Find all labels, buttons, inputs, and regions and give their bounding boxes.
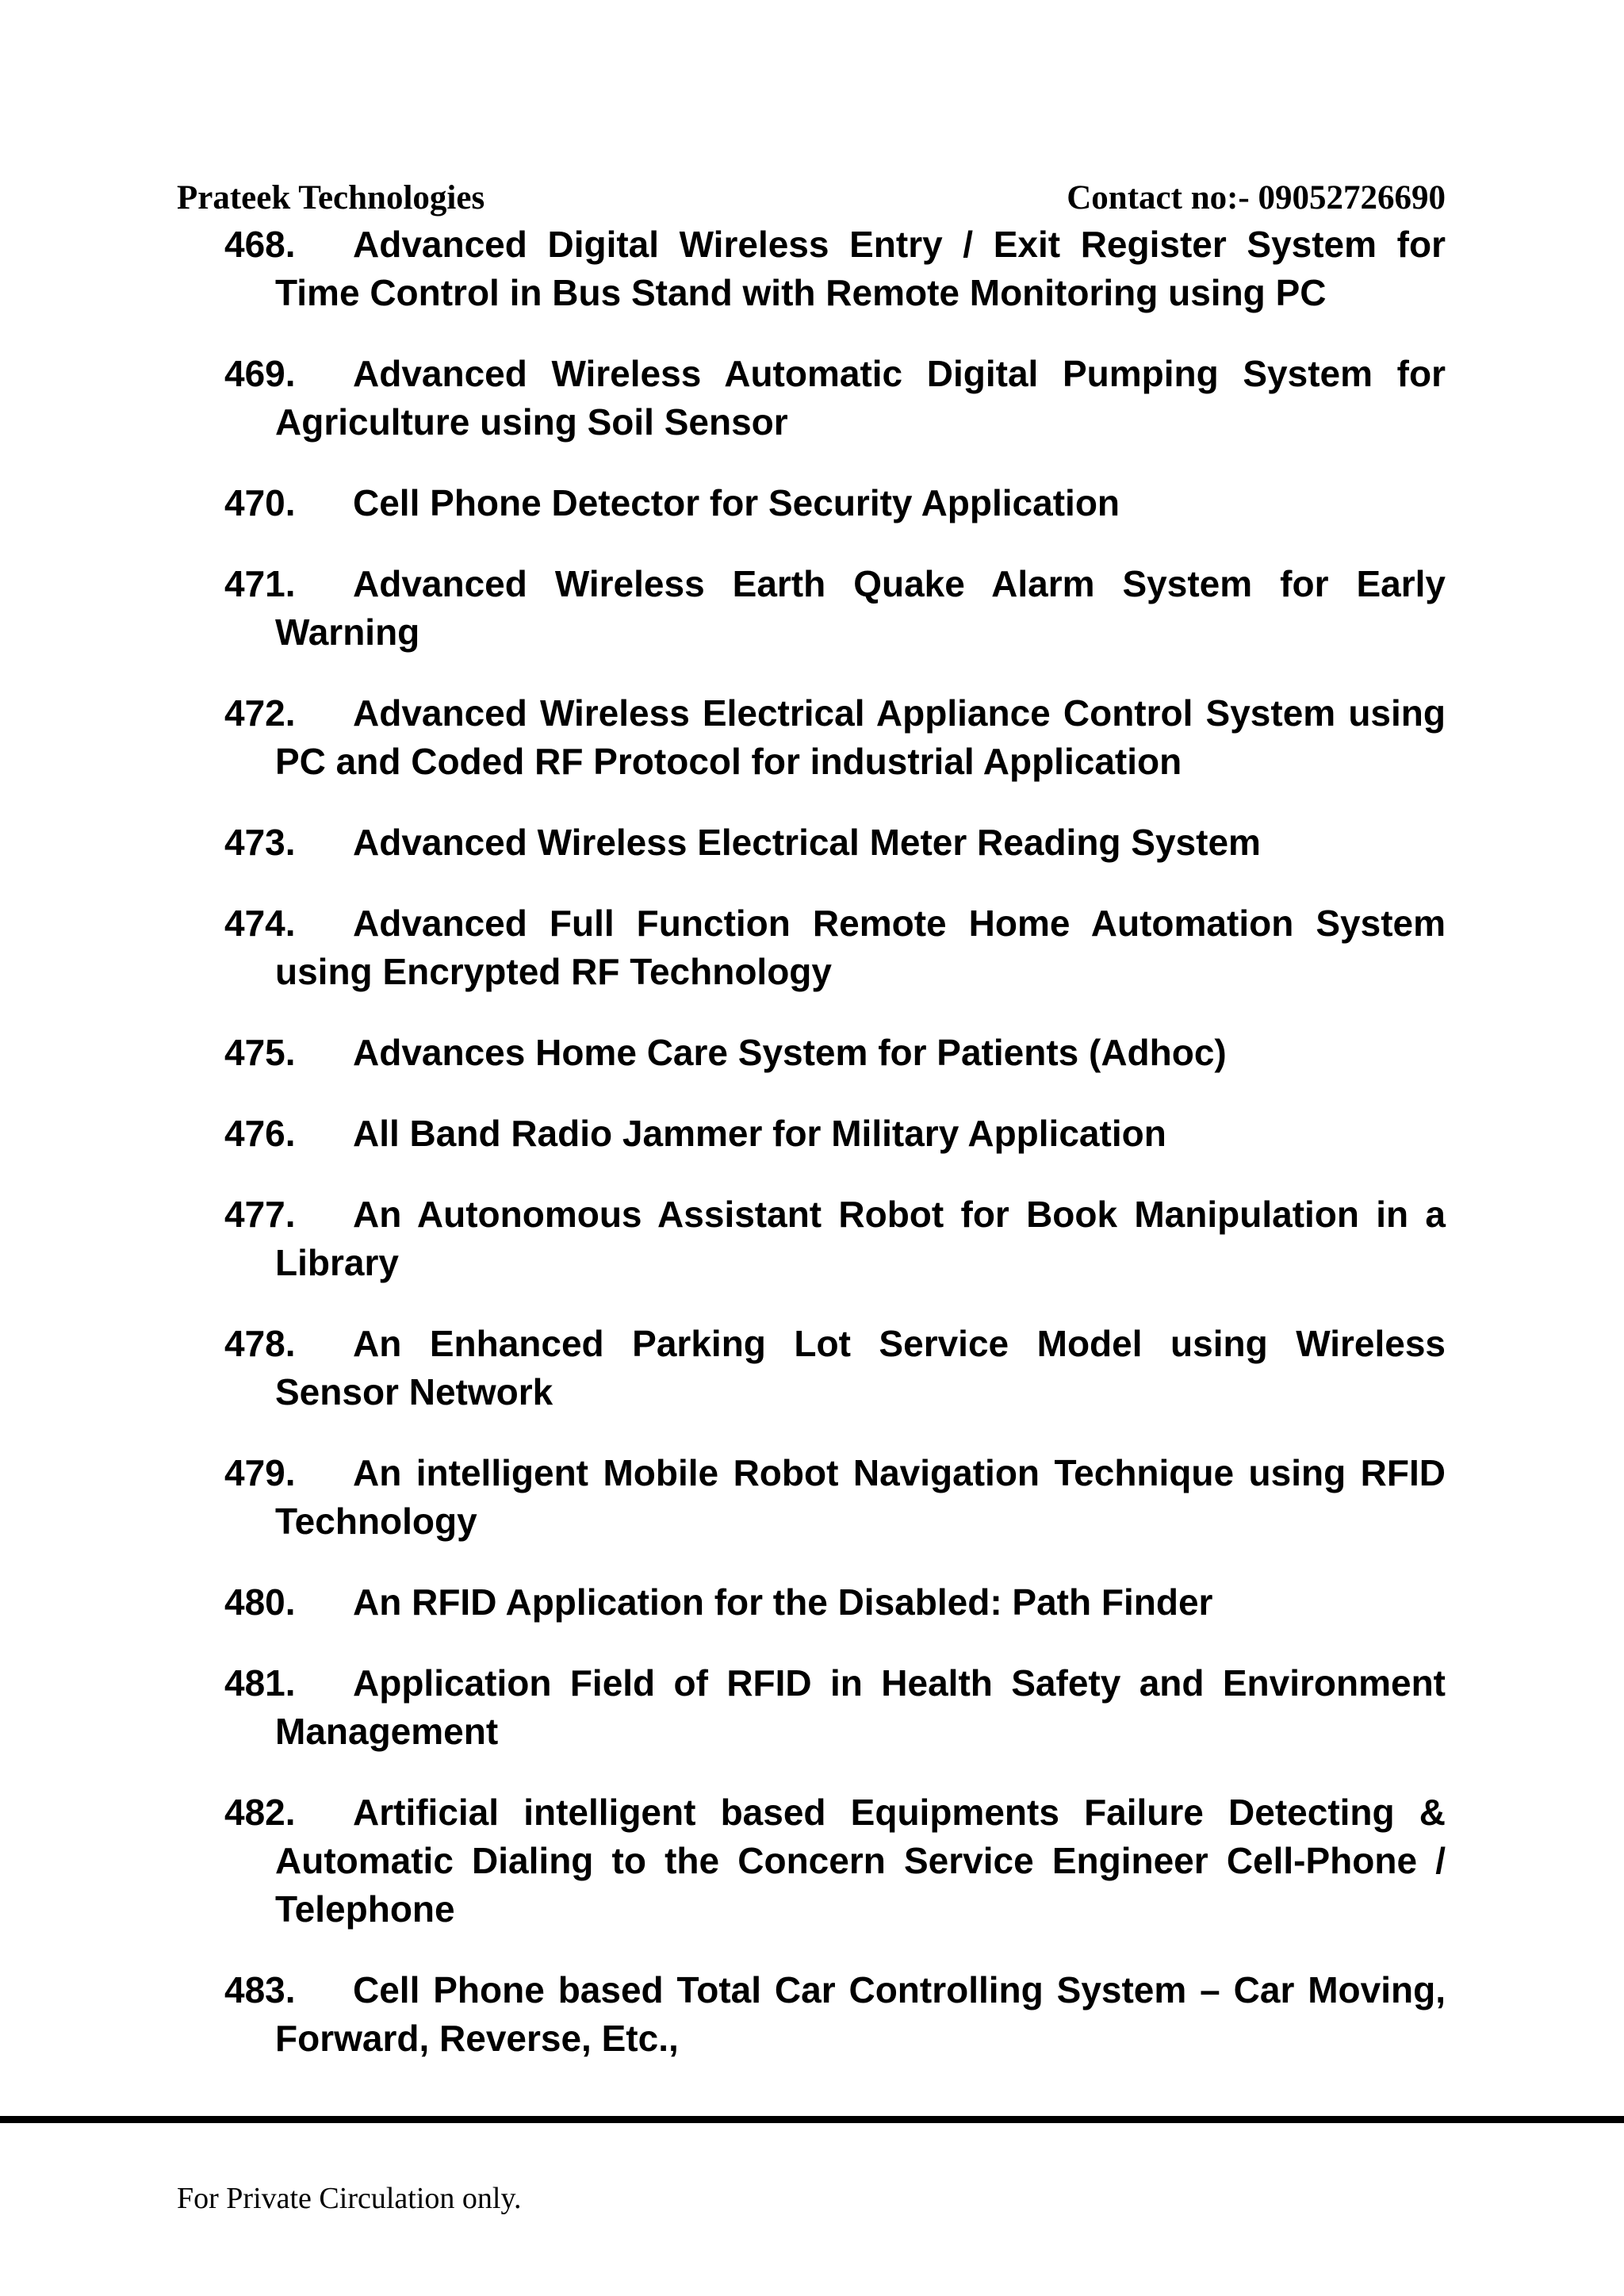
list-item: [224, 1320, 1446, 1416]
item-number: 472.: [224, 692, 296, 734]
list-item: [224, 1449, 1446, 1546]
list-item: [224, 1578, 1446, 1627]
page-header: [177, 176, 1446, 220]
item-title: An RFID Application for the Disabled: Path Finder: [353, 1581, 1213, 1623]
list-item: [224, 1788, 1446, 1934]
item-number: 480.: [224, 1581, 296, 1623]
item-title: An intelligent Mobile Robot Navigation Technique using RFID Technology: [275, 1452, 1446, 1542]
item-number: 483.: [224, 1969, 296, 2010]
footer-divider: [0, 2116, 1624, 2123]
item-number: 475.: [224, 1032, 296, 1073]
company-name: Prateek Technologies: [177, 179, 485, 217]
project-list: [224, 220, 1446, 2095]
list-item: [224, 350, 1446, 447]
item-title: Advanced Wireless Electrical Appliance Control System using PC and Coded RF Protocol for industrial Application: [275, 692, 1446, 782]
item-number: 477.: [224, 1194, 296, 1235]
item-number: 468.: [224, 224, 296, 265]
list-item: [224, 1029, 1446, 1077]
item-number: 473.: [224, 822, 296, 863]
list-item: [224, 689, 1446, 786]
list-item: [224, 1659, 1446, 1756]
item-title: Advanced Digital Wireless Entry / Exit Register System for Time Control in Bus Stand with Remote Monitoring using PC: [275, 224, 1446, 313]
item-number: 481.: [224, 1662, 296, 1704]
item-title: Cell Phone based Total Car Controlling System – Car Moving, Forward, Reverse, Etc.,: [275, 1969, 1446, 2059]
item-title: Application Field of RFID in Health Safety and Environment Management: [275, 1662, 1446, 1752]
list-item: [224, 899, 1446, 996]
item-title: All Band Radio Jammer for Military Application: [353, 1113, 1166, 1154]
item-title: Advanced Wireless Earth Quake Alarm System for Early Warning: [275, 563, 1446, 653]
item-title: An Enhanced Parking Lot Service Model using Wireless Sensor Network: [275, 1323, 1446, 1412]
page-footer: For Private Circulation only.: [177, 2182, 522, 2215]
list-item: [224, 818, 1446, 867]
list-item: [224, 479, 1446, 527]
item-number: 476.: [224, 1113, 296, 1154]
item-title: An Autonomous Assistant Robot for Book Manipulation in a Library: [275, 1194, 1446, 1283]
list-item: [224, 1966, 1446, 2063]
item-title: Advanced Full Function Remote Home Automation System using Encrypted RF Technology: [275, 903, 1446, 992]
list-item: [224, 1110, 1446, 1158]
item-number: 471.: [224, 563, 296, 604]
item-title: Advanced Wireless Electrical Meter Reading System: [353, 822, 1261, 863]
item-title: Cell Phone Detector for Security Application: [353, 482, 1120, 523]
item-title: Advanced Wireless Automatic Digital Pumping System for Agriculture using Soil Sensor: [275, 353, 1446, 443]
contact-number: Contact no:- 09052726690: [1067, 179, 1446, 217]
list-item: [224, 220, 1446, 317]
item-number: 478.: [224, 1323, 296, 1364]
item-number: 482.: [224, 1792, 296, 1833]
item-number: 469.: [224, 353, 296, 394]
item-number: 470.: [224, 482, 296, 523]
item-number: 474.: [224, 903, 296, 944]
item-title: Advances Home Care System for Patients (Adhoc): [353, 1032, 1227, 1073]
list-item: [224, 560, 1446, 657]
item-number: 479.: [224, 1452, 296, 1493]
list-item: [224, 1190, 1446, 1287]
item-title: Artificial intelligent based Equipments Failure Detecting & Automatic Dialing to the Concern Service Engineer Cell-Phone / Telephone: [275, 1792, 1446, 1930]
